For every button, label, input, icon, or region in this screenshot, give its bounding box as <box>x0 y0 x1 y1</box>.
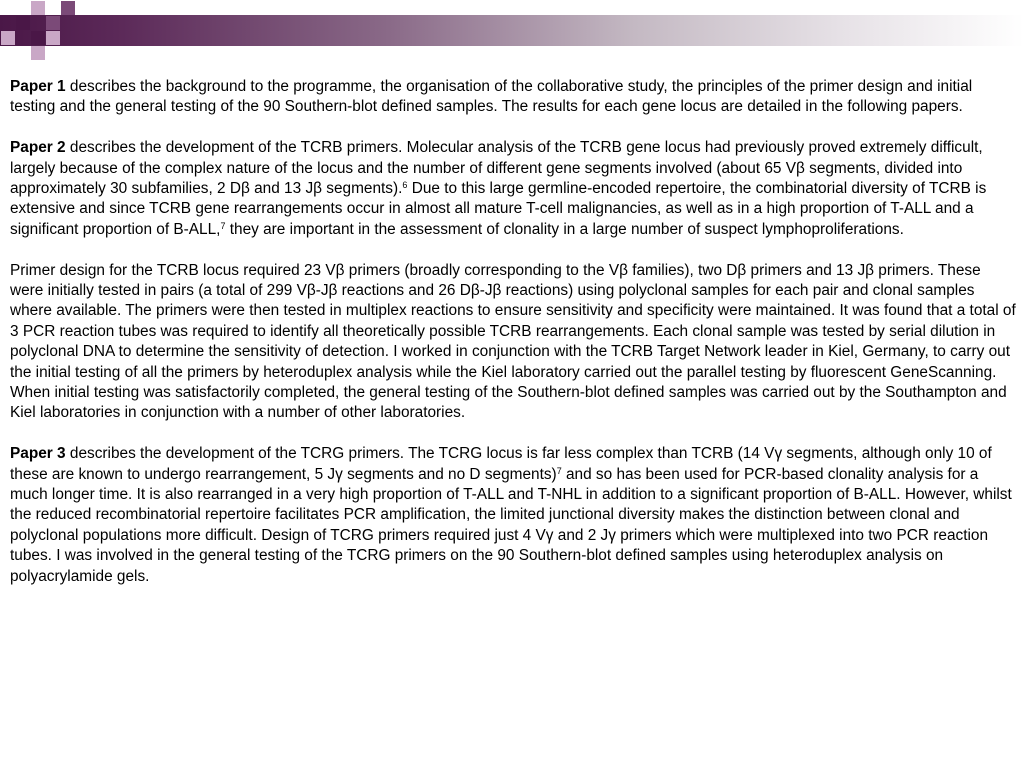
logo-square <box>31 46 45 60</box>
logo-square <box>1 31 15 45</box>
reference-superscript: 7 <box>220 220 226 231</box>
paragraph-primer-design <box>10 261 1016 424</box>
paragraph-text: Due to this large germline-encoded repertoire, the combinatorial diversity of TCRB is extensive and since TCRB gene rearrangements occur in almost all mature T-cell malignancies, as well as in a high proportion of T-ALL and a significant proportion of B-ALL, <box>10 180 987 238</box>
paragraph-paper-3 <box>10 444 1016 587</box>
header-gradient-band <box>0 15 1024 46</box>
paragraph-text: describes the background to the programme, the organisation of the collaborative study, the principles of the primer design and initial testing and the general testing of the 90 Southern-blot defined samples. The results for each gene locus are detailed in the following papers. <box>10 78 973 116</box>
reference-superscript: 7 <box>556 465 562 476</box>
logo-square <box>31 1 45 15</box>
paragraph-text: describes the development of the TCRG primers. The TCRG locus is far less complex than TCRB (14 Vγ segments, although only 10 of these are known to undergo rearrangement, 5 Jγ segments and no D segments) <box>10 445 992 483</box>
paragraph-paper-2 <box>10 138 1016 240</box>
paragraph-text: they are important in the assessment of clonality in a large number of suspect lymphoproliferations. <box>225 220 904 238</box>
paragraph-text: and so has been used for PCR-based clonality analysis for a much longer time. It is also rearranged in a very high proportion of T-ALL and T-NHL in addition to a significant proportion of B-ALL. However, whilst the reduced recombinatorial repertoire facilitates PCR amplification, the limited junctional diversity makes the distinction between clonal and polyclonal populations more difficult. Design of TCRG primers required just 4 Vγ and 2 Jγ primers which were multiplexed into two PCR reaction tubes. I was involved in the general testing of the TCRG primers on the 90 Southern-blot defined samples using heteroduplex analysis on polyacrylamide gels. <box>10 465 1012 585</box>
document-body <box>10 77 1016 608</box>
logo-square <box>16 16 30 30</box>
logo-square <box>46 16 60 30</box>
paper-label: Paper 3 <box>10 445 66 463</box>
paragraph-paper-1 <box>10 77 1016 118</box>
logo-square <box>31 31 45 45</box>
logo-square <box>46 31 60 45</box>
paper-label: Paper 2 <box>10 139 66 157</box>
paragraph-text: Primer design for the TCRB locus required 23 Vβ primers (broadly corresponding to the Vβ families), two Dβ primers and 13 Jβ primers. These were initially tested in pairs (a total of 299 Vβ-Jβ reactions and 26 Dβ-Jβ reactions) using polyclonal samples for each pair and clonal samples where available. The primers were then tested in multiplex reactions to ensure sensitivity and specificity were maintained. It was found that a total of 3 PCR reaction tubes was required to identify all theoretically possible TCRB rearrangements. Each clonal sample was tested by serial dilution in polyclonal DNA to determine the sensitivity of detection. I worked in conjunction with the TCRB Target Network leader in Kiel, Germany, to carry out the initial testing of all the primers by heteroduplex analysis while the Kiel laboratory carried out the parallel testing by fluorescent GeneScanning. When initial testing was satisfactorily completed, the general testing of the Southern-blot defined samples was carried out by the Southampton and Kiel laboratories in conjunction with a number of other laboratories. <box>10 261 1016 422</box>
paper-label: Paper 1 <box>10 78 66 95</box>
paragraph-text: describes the development of the TCRB primers. Molecular analysis of the TCRB gene locus had previously proved extremely difficult, largely because of the complex nature of the locus and the number of different gene segments involved (about 65 Vβ segments, divided into approximately 30 subfamilies, 2 Dβ and 13 Jβ segments). <box>10 139 983 198</box>
reference-superscript: 6 <box>402 180 408 191</box>
logo-square <box>61 1 75 15</box>
